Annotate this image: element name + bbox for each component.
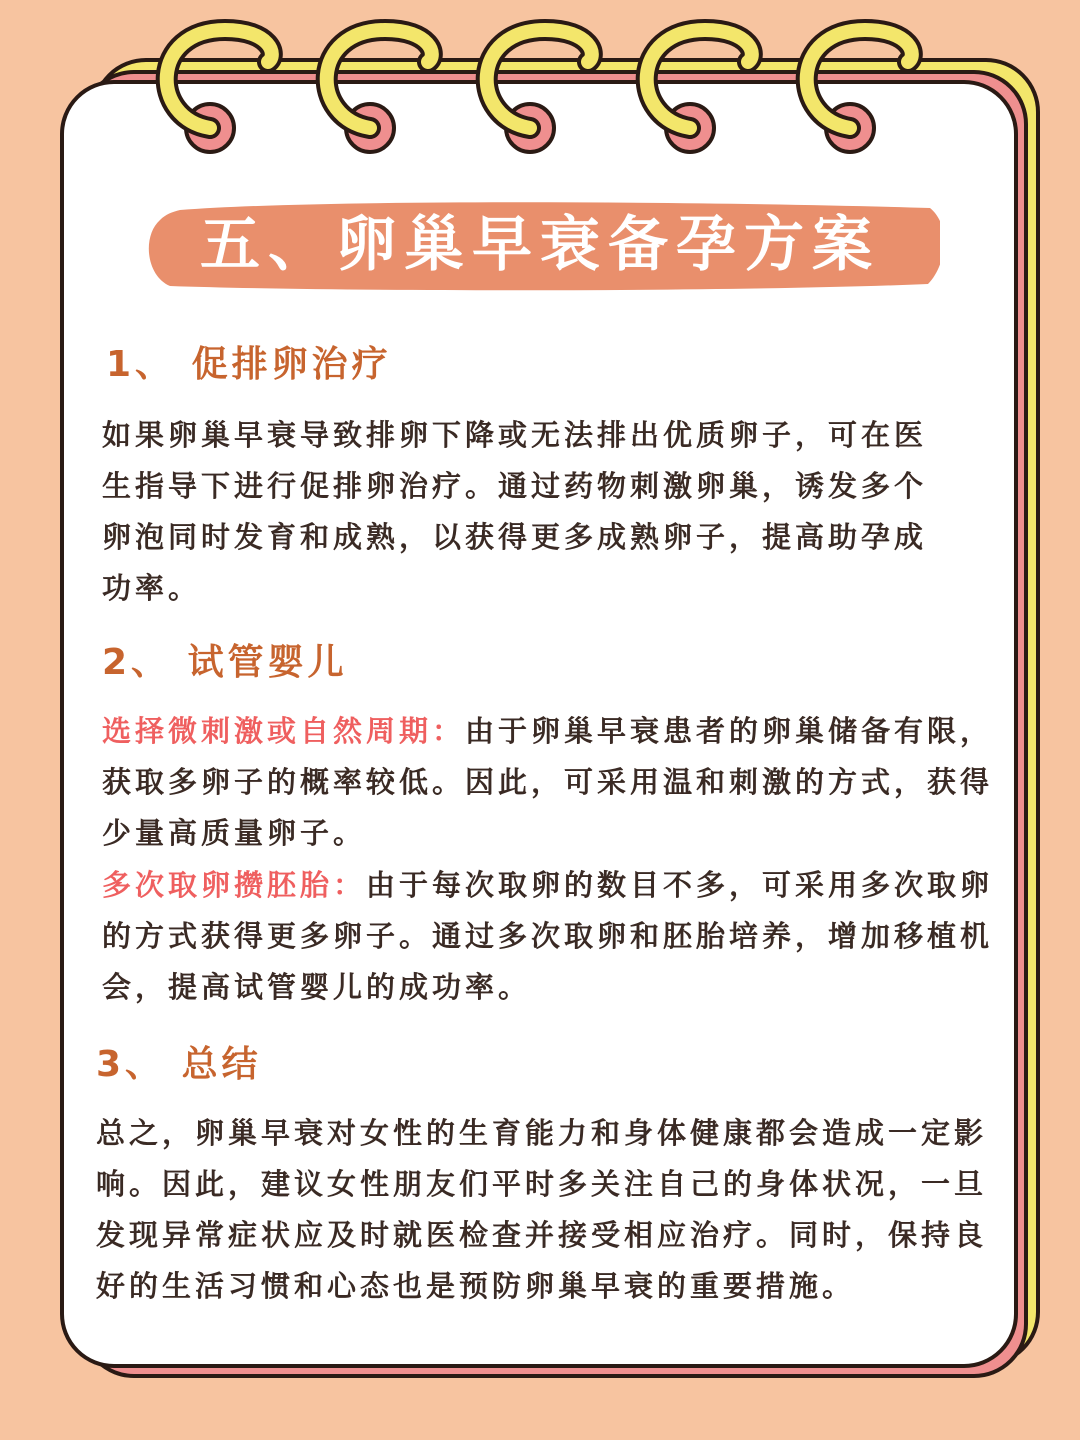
title-banner <box>140 196 940 294</box>
section-2-item-2 <box>102 860 1007 1013</box>
section-heading-1: 1、 促排卵治疗 <box>106 344 392 385</box>
item-2-label: 多次取卵攒胚胎： <box>102 868 367 902</box>
item-1-label: 选择微刺激或自然周期： <box>102 714 466 748</box>
section-heading-3: 3、 总结 <box>96 1044 262 1085</box>
section-2-item-1 <box>102 706 1007 859</box>
section-body-1: 如果卵巢早衰导致排卵下降或无法排出优质卵子，可在医生指导下进行促排卵治疗。通过药物刺激卵巢，诱发多个卵泡同时发育和成熟，以获得更多成熟卵子，提高助孕成功率。 <box>102 418 928 605</box>
section-body-3: 总之，卵巢早衰对女性的生育能力和身体健康都会造成一定影响。因此，建议女性朋友们平时多关注自己的身体状况，一旦发现异常症状应及时就医检查并接受相应治疗。同时，保持良好的生活习惯和心态也是预防卵巢早衰的重要措施。 <box>96 1116 988 1303</box>
item-2-text: 由于每次取卵的数目不多，可采用多次取卵的方式获得更多卵子。通过多次取卵和胚胎培养，增加移植机会，提高试管婴儿的成功率。 <box>102 868 994 1004</box>
item-1-text: 由于卵巢早衰患者的卵巢储备有限，获取多卵子的概率较低。因此，可采用温和刺激的方式，获得少量高质量卵子。 <box>102 714 994 850</box>
section-heading-2: 2、 试管婴儿 <box>102 642 348 683</box>
page-title: 五、卵巢早衰备孕方案 <box>200 210 880 280</box>
